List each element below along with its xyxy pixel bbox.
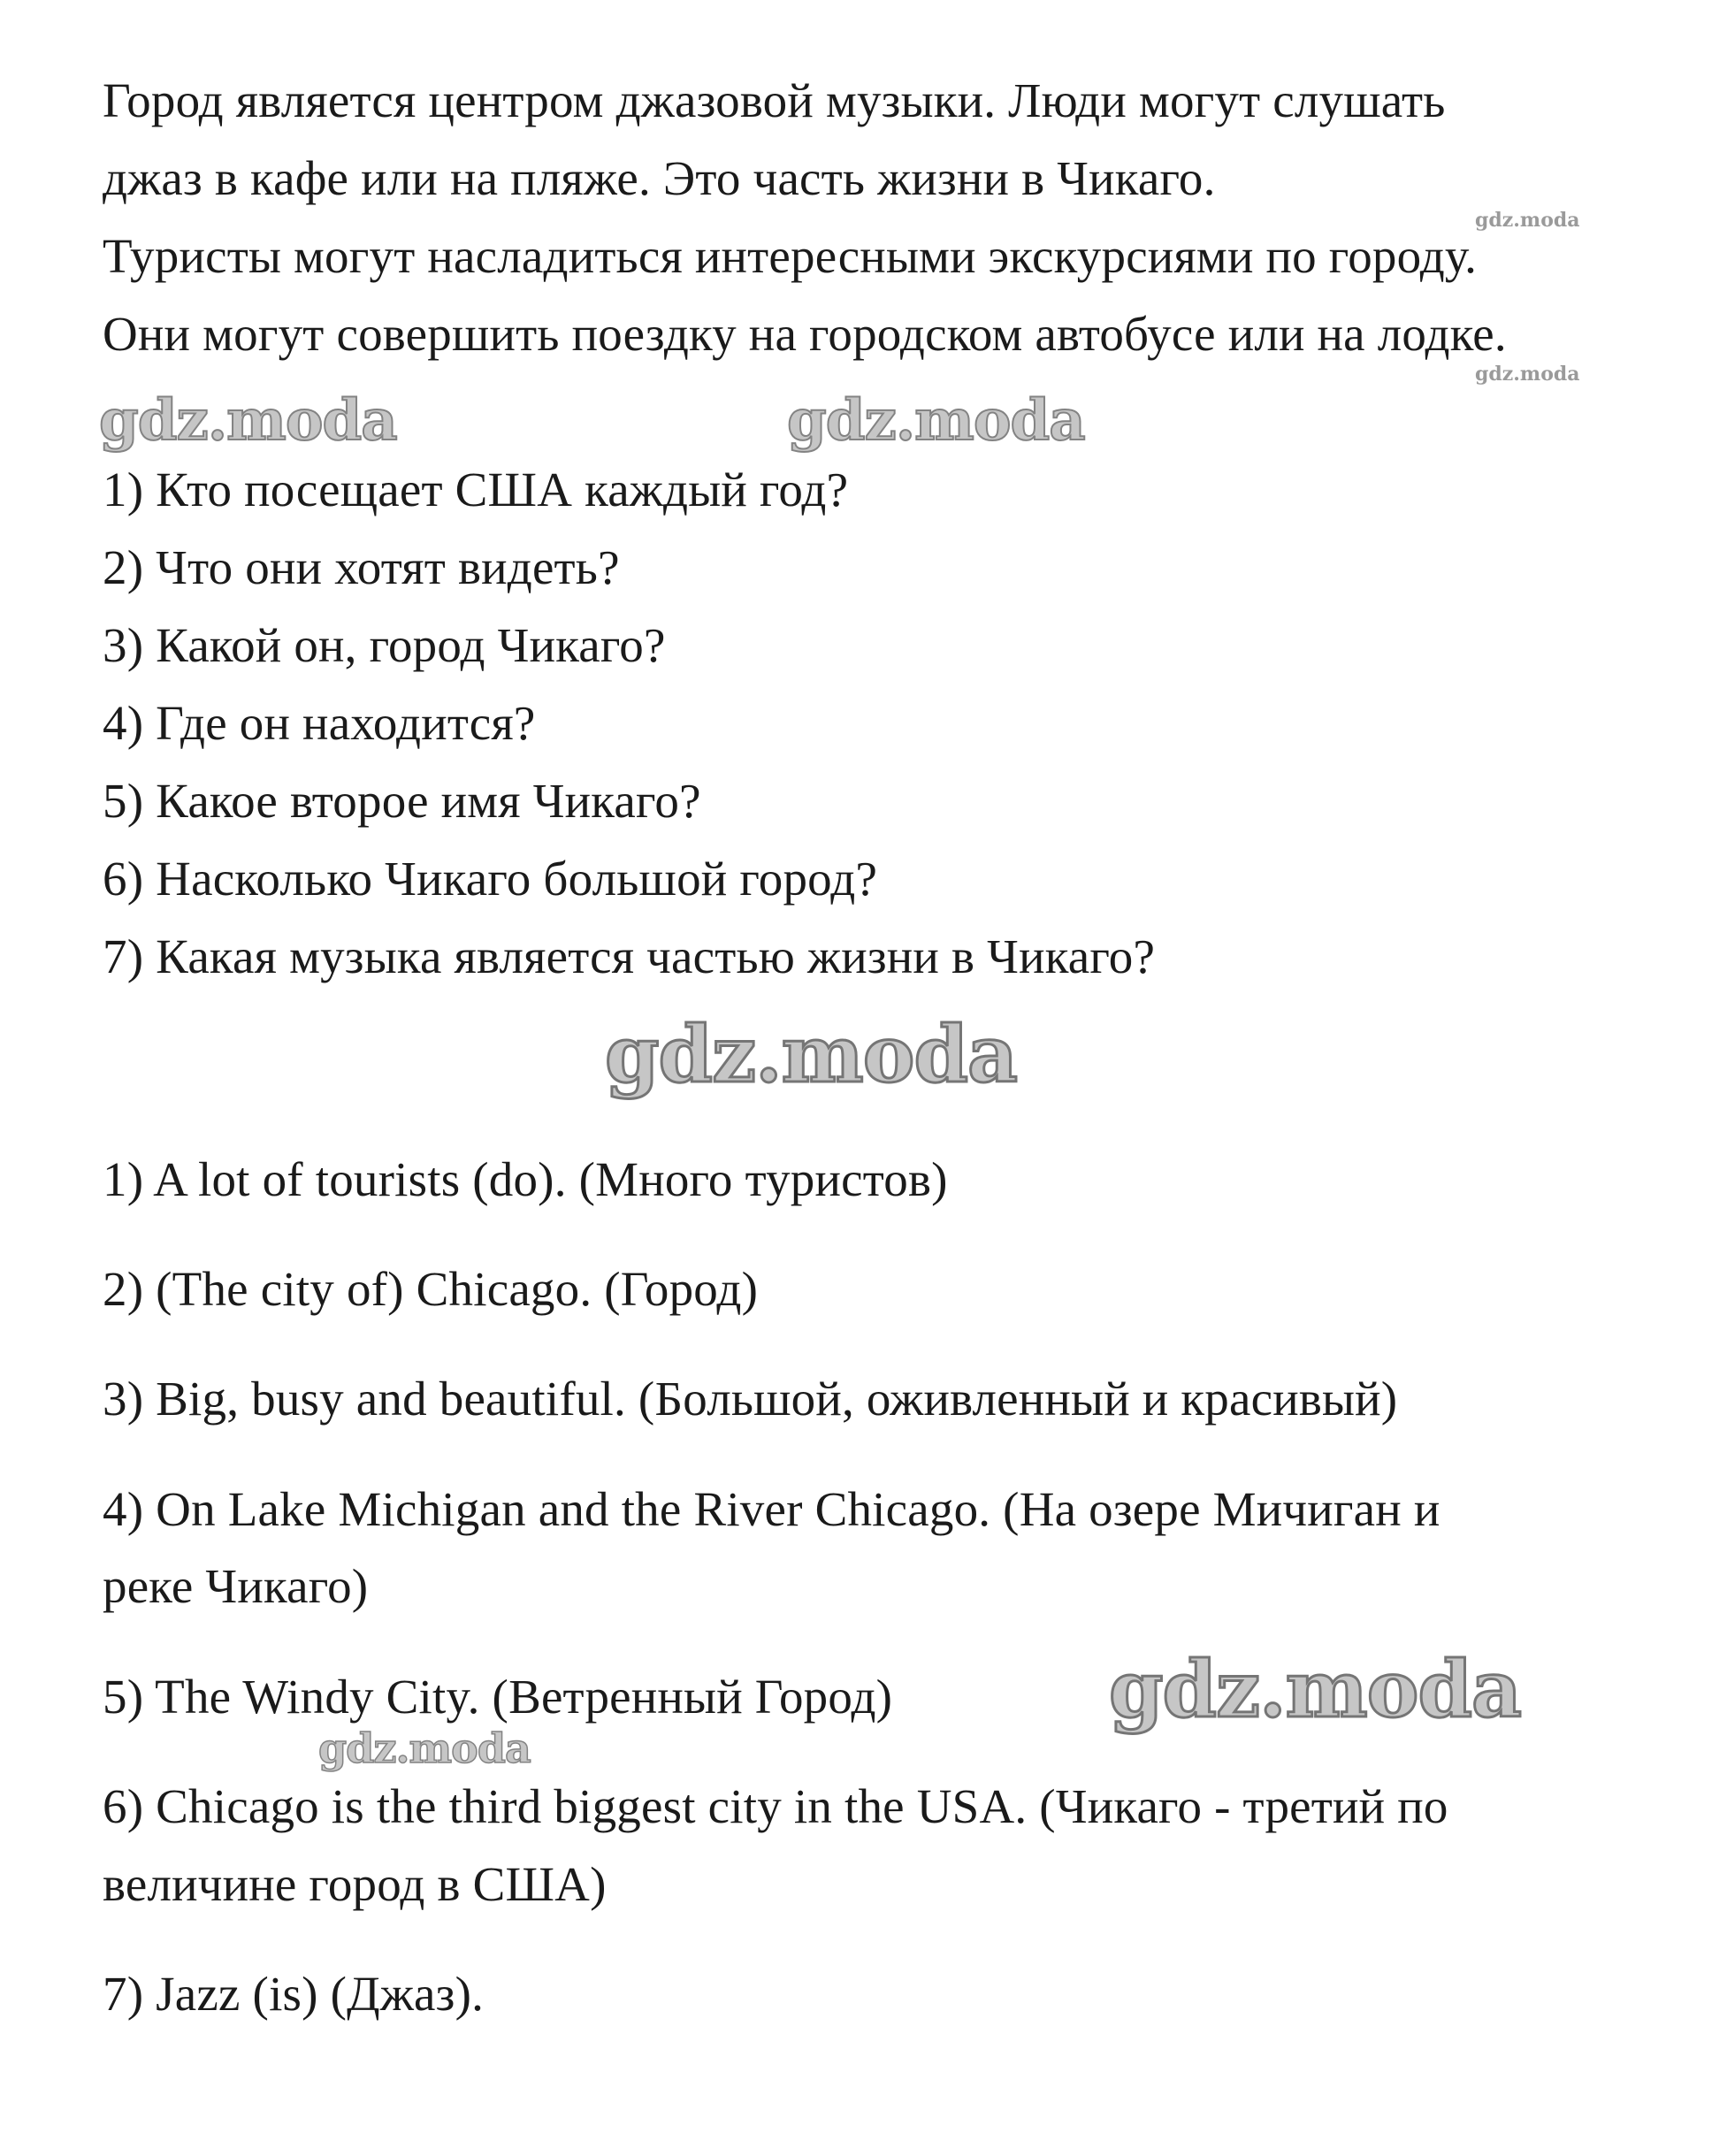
- answer-4-line-1: 4) On Lake Michigan and the River Chicago. (На озере Мичиган и: [103, 1482, 1440, 1536]
- watermark-logo-5: gdz.moda: [318, 1724, 531, 1772]
- watermark-logo-1: gdz.moda: [99, 387, 397, 454]
- answer-5: 5) The Windy City. (Ветренный Город): [103, 1670, 893, 1724]
- watermark-logo-2: gdz.moda: [787, 387, 1085, 454]
- intro-line-1: Город является центром джазовой музыки. Люди могут слушать: [103, 73, 1446, 127]
- question-3: 3) Какой он, город Чикаго?: [103, 618, 666, 672]
- watermark-small-2: gdz.moda: [1475, 363, 1580, 386]
- intro-line-3: Туристы могут насладиться интересными экскурсиями по городу.: [103, 229, 1478, 283]
- question-7: 7) Какая музыка является частью жизни в Чикаго?: [103, 929, 1156, 983]
- answer-2: 2) (The city of) Chicago. (Город): [103, 1262, 759, 1316]
- question-4: 4) Где он находится?: [103, 696, 536, 750]
- answer-1: 1) A lot of tourists (do). (Много туристов): [103, 1152, 948, 1206]
- question-1: 1) Кто посещает США каждый год?: [103, 463, 849, 516]
- answer-4-line-2: реке Чикаго): [103, 1559, 369, 1613]
- question-5: 5) Какое второе имя Чикаго?: [103, 774, 701, 828]
- intro-line-2: джаз в кафе или на пляже. Это часть жизни в Чикаго.: [103, 151, 1216, 205]
- watermark-logo-3: gdz.moda: [605, 1008, 1018, 1100]
- answer-7: 7) Jazz (is) (Джаз).: [103, 1967, 485, 2021]
- answer-6-line-1: 6) Chicago is the third biggest city in the USA. (Чикаго - третий по: [103, 1779, 1448, 1833]
- question-2: 2) Что они хотят видеть?: [103, 540, 620, 594]
- intro-line-4: Они могут совершить поездку на городском автобусе или на лодке.: [103, 307, 1507, 361]
- answer-6-line-2: величине город в США): [103, 1857, 607, 1911]
- watermark-logo-4: gdz.moda: [1109, 1643, 1522, 1735]
- watermark-small-1: gdz.moda: [1475, 209, 1580, 232]
- question-6: 6) Насколько Чикаго большой город?: [103, 852, 878, 906]
- answer-3: 3) Big, busy and beautiful. (Большой, оживленный и красивый): [103, 1372, 1398, 1426]
